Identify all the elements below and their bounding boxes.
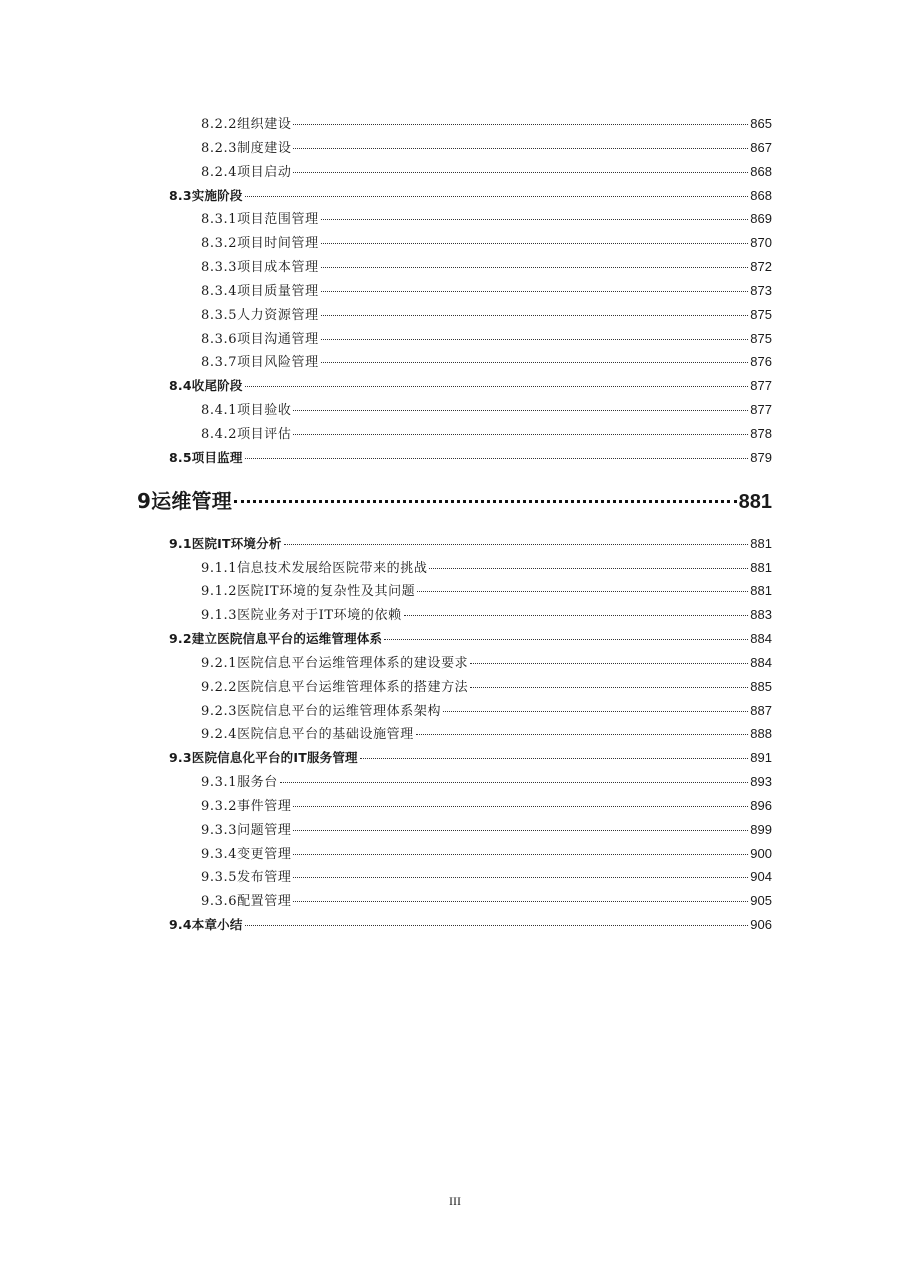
toc-entry-title: 8.3.3项目成本管理 — [201, 260, 319, 276]
toc-entry-title: 9.1医院IT环境分析 — [169, 535, 282, 551]
toc-subsection-entry[interactable] — [0, 398, 910, 422]
toc-entry-title: 9.3.4变更管理 — [201, 846, 292, 862]
toc-section-entry[interactable] — [0, 913, 910, 937]
toc-dot-leader — [245, 924, 749, 926]
toc-entry-title: 8.3实施阶段 — [169, 187, 243, 203]
toc-entry-page-number: 881 — [750, 559, 772, 575]
toc-entry-page-number: 893 — [750, 774, 772, 790]
toc-entry-page-number: 865 — [750, 116, 772, 131]
toc-dot-leader — [321, 290, 749, 292]
table-of-contents — [0, 112, 910, 937]
toc-dot-leader — [470, 662, 748, 664]
toc-subsection-entry[interactable] — [0, 303, 910, 327]
toc-dot-leader — [245, 385, 749, 387]
toc-entry-page-number: 881 — [750, 583, 772, 599]
toc-entry-page-number: 878 — [750, 425, 772, 441]
toc-subsection-entry[interactable] — [0, 350, 910, 374]
toc-subsection-entry[interactable] — [0, 136, 910, 160]
toc-subsection-entry[interactable] — [0, 818, 910, 842]
toc-entry-title: 9.3医院信息化平台的IT服务管理 — [169, 750, 358, 766]
toc-section-entry[interactable] — [0, 627, 910, 651]
toc-entry-title: 8.3.5人力资源管理 — [201, 307, 319, 323]
toc-entry-title: 9.2.3医院信息平台的运维管理体系架构 — [201, 703, 442, 719]
toc-subsection-entry[interactable] — [0, 699, 910, 723]
toc-entry-page-number: 875 — [750, 306, 772, 322]
toc-entry-page-number: 872 — [750, 259, 772, 275]
toc-entry-page-number: 881 — [738, 490, 772, 513]
toc-entry-title: 9.3.6配置管理 — [201, 894, 292, 910]
toc-subsection-entry[interactable] — [0, 112, 910, 136]
toc-entry-title: 8.3.2项目时间管理 — [201, 236, 319, 252]
toc-entry-page-number: 875 — [750, 330, 772, 346]
toc-entry-title: 9.2.4医院信息平台的基础设施管理 — [201, 727, 414, 743]
toc-dot-leader — [321, 266, 749, 268]
page-number: III — [449, 1194, 461, 1208]
toc-entry-page-number: 904 — [750, 869, 772, 885]
toc-dot-leader — [293, 805, 748, 807]
toc-entry-title: 9.1.1信息技术发展给医院带来的挑战 — [201, 560, 428, 576]
toc-subsection-entry[interactable] — [0, 255, 910, 279]
toc-dot-leader — [293, 409, 748, 411]
toc-dot-leader — [293, 900, 748, 902]
toc-entry-title: 8.5项目监理 — [169, 449, 243, 465]
toc-entry-title: 9.2建立医院信息平台的运维管理体系 — [169, 631, 383, 647]
toc-subsection-entry[interactable] — [0, 865, 910, 889]
toc-subsection-entry[interactable] — [0, 279, 910, 303]
toc-entry-title: 8.4.1项目验收 — [201, 403, 292, 419]
toc-subsection-entry[interactable] — [0, 675, 910, 699]
toc-entry-title: 9.2.1医院信息平台运维管理体系的建设要求 — [201, 655, 469, 671]
toc-dot-leader — [245, 457, 749, 459]
toc-entry-page-number: 891 — [750, 750, 772, 766]
toc-dot-leader — [321, 314, 749, 316]
toc-entry-title: 9.1.3医院业务对于IT环境的依赖 — [201, 608, 402, 624]
toc-entry-page-number: 877 — [750, 402, 772, 418]
toc-dot-leader — [293, 853, 748, 855]
toc-entry-title: 9.4本章小结 — [169, 917, 243, 933]
toc-entry-page-number: 870 — [750, 235, 772, 251]
toc-section-entry[interactable] — [0, 746, 910, 770]
toc-subsection-entry[interactable] — [0, 422, 910, 446]
toc-entry-page-number: 867 — [750, 139, 772, 155]
toc-entry-page-number: 885 — [750, 678, 772, 694]
toc-entry-page-number: 873 — [750, 282, 772, 298]
toc-entry-page-number: 899 — [750, 821, 772, 837]
toc-dot-leader — [417, 590, 748, 592]
toc-dot-leader — [284, 543, 749, 545]
toc-dot-leader — [293, 433, 748, 435]
toc-entry-page-number: 877 — [750, 378, 772, 394]
toc-entry-page-number: 876 — [750, 354, 772, 370]
toc-section-entry[interactable] — [0, 184, 910, 208]
toc-entry-page-number: 896 — [750, 797, 772, 813]
toc-subsection-entry[interactable] — [0, 556, 910, 580]
toc-dot-leader — [321, 338, 749, 340]
toc-dot-leader — [245, 195, 749, 197]
toc-section-entry[interactable] — [0, 374, 910, 398]
toc-dot-leader — [293, 147, 748, 149]
toc-dot-leader — [293, 123, 748, 125]
toc-subsection-entry[interactable] — [0, 889, 910, 913]
toc-entry-title: 9.3.1服务台 — [201, 775, 278, 791]
toc-subsection-entry[interactable] — [0, 842, 910, 866]
toc-entry-title: 8.2.3制度建设 — [201, 140, 292, 156]
toc-entry-page-number: 881 — [750, 535, 772, 551]
toc-entry-title: 8.3.6项目沟通管理 — [201, 331, 319, 347]
toc-section-entry[interactable] — [0, 532, 910, 556]
toc-dot-leader — [293, 171, 748, 173]
toc-dot-leader — [470, 686, 748, 688]
toc-entry-page-number: 887 — [750, 702, 772, 718]
toc-entry-page-number: 884 — [750, 654, 772, 670]
toc-entry-title: 9.3.5发布管理 — [201, 870, 292, 886]
toc-entry-page-number: 879 — [750, 449, 772, 465]
toc-subsection-entry[interactable] — [0, 722, 910, 746]
toc-dot-leader — [234, 499, 737, 503]
toc-entry-page-number: 868 — [750, 187, 772, 203]
toc-entry-page-number: 906 — [750, 917, 772, 933]
toc-entry-title: 8.4.2项目评估 — [201, 426, 292, 442]
toc-subsection-entry[interactable] — [0, 603, 910, 627]
toc-dot-leader — [293, 829, 748, 831]
toc-entry-title: 9.1.2医院IT环境的复杂性及其问题 — [201, 584, 416, 600]
toc-subsection-entry[interactable] — [0, 327, 910, 351]
toc-dot-leader — [280, 781, 748, 783]
toc-entry-page-number: 888 — [750, 726, 772, 742]
toc-subsection-entry[interactable] — [0, 231, 910, 255]
toc-dot-leader — [321, 218, 749, 220]
toc-entry-title: 9.3.2事件管理 — [201, 798, 292, 814]
toc-subsection-entry[interactable] — [0, 651, 910, 675]
toc-entry-title: 8.4收尾阶段 — [169, 378, 243, 394]
toc-entry-page-number: 884 — [750, 631, 772, 647]
toc-entry-title: 8.2.4项目启动 — [201, 164, 292, 180]
toc-dot-leader — [416, 733, 748, 735]
toc-dot-leader — [360, 757, 749, 759]
toc-chapter-entry[interactable] — [0, 470, 910, 532]
toc-entry-title: 8.3.7项目风险管理 — [201, 355, 319, 371]
toc-entry-title: 8.2.2组织建设 — [201, 117, 292, 132]
toc-subsection-entry[interactable] — [0, 579, 910, 603]
toc-entry-title: 9.2.2医院信息平台运维管理体系的搭建方法 — [201, 679, 469, 695]
toc-entry-title: 8.3.1项目范围管理 — [201, 212, 319, 228]
toc-subsection-entry[interactable] — [0, 207, 910, 231]
toc-entry-title: 9.3.3问题管理 — [201, 822, 292, 838]
toc-dot-leader — [429, 567, 748, 569]
toc-entry-page-number: 868 — [750, 163, 772, 179]
toc-dot-leader — [404, 614, 749, 616]
toc-entry-title: 9运维管理 — [137, 488, 232, 513]
toc-subsection-entry[interactable] — [0, 794, 910, 818]
toc-dot-leader — [321, 361, 749, 363]
toc-subsection-entry[interactable] — [0, 770, 910, 794]
toc-entry-page-number: 883 — [750, 607, 772, 623]
toc-entry-page-number: 905 — [750, 893, 772, 909]
toc-entry-page-number: 869 — [750, 211, 772, 227]
toc-dot-leader — [443, 710, 748, 712]
toc-subsection-entry[interactable] — [0, 160, 910, 184]
toc-entry-title: 8.3.4项目质量管理 — [201, 283, 319, 299]
toc-dot-leader — [384, 638, 748, 640]
toc-entry-page-number: 900 — [750, 845, 772, 861]
toc-dot-leader — [321, 242, 749, 244]
toc-section-entry[interactable] — [0, 446, 910, 470]
toc-dot-leader — [293, 876, 748, 878]
